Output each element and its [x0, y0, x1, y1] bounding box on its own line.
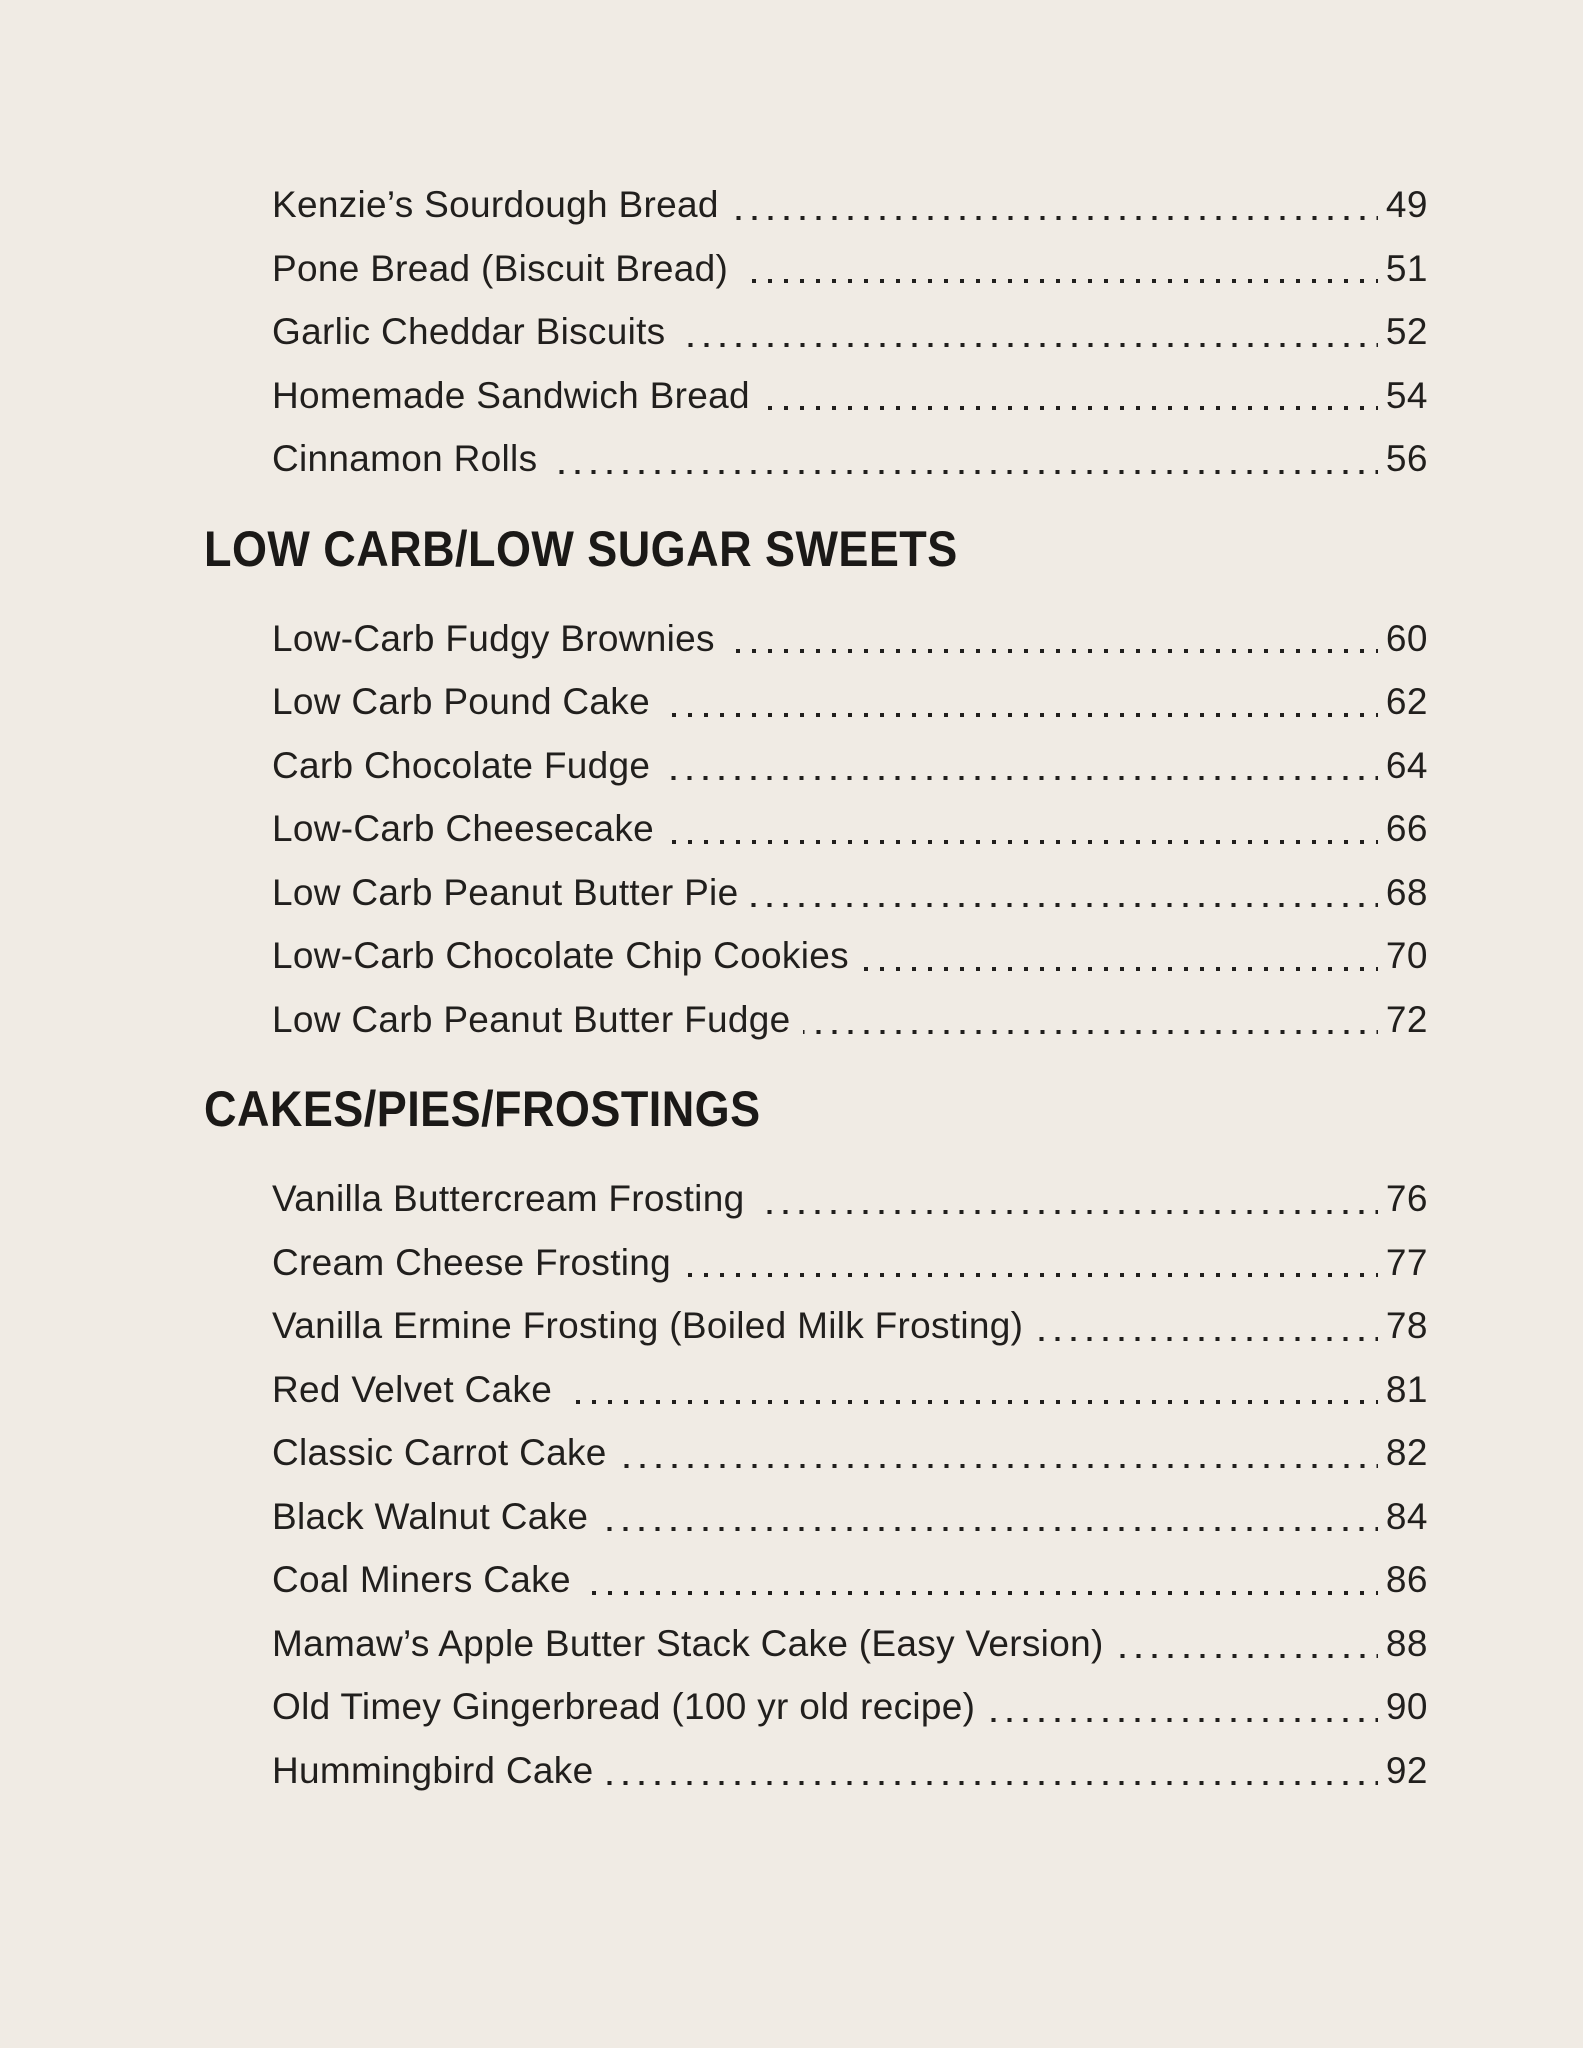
toc-entry	[272, 1231, 1428, 1295]
page-number: 81	[1385, 1368, 1428, 1410]
page-number: 52	[1385, 311, 1428, 352]
page-number: 60	[1385, 617, 1428, 659]
toc-entry	[272, 1548, 1428, 1612]
dot-leader	[727, 649, 1378, 653]
recipe-title: Vanilla Buttercream Frosting	[272, 1178, 745, 1219]
page-number: 82	[1385, 1432, 1428, 1473]
toc-entry	[272, 924, 1428, 988]
page-number: 92	[1385, 1749, 1428, 1791]
table-of-contents	[204, 0, 1428, 1802]
recipe-title: Carb Chocolate Fudge	[272, 744, 651, 786]
recipe-title: Low-Carb Fudgy Brownies	[272, 617, 715, 659]
recipe-title: Red Velvet Cake	[272, 1368, 553, 1410]
recipe-title: Garlic Cheddar Biscuits	[272, 311, 666, 352]
page-number: 56	[1385, 438, 1428, 479]
page-number: 68	[1385, 871, 1428, 913]
recipe-title: Low-Carb Cheesecake	[272, 808, 655, 849]
dot-leader	[666, 840, 1378, 844]
page-number: 72	[1385, 998, 1428, 1040]
recipe-title: Black Walnut Cake	[272, 1495, 589, 1537]
dot-leader	[731, 216, 1378, 220]
page-number: 51	[1385, 247, 1428, 289]
page-number: 78	[1385, 1305, 1428, 1346]
recipe-title: Pone Bread (Biscuit Bread)	[272, 247, 729, 289]
recipe-title: Hummingbird Cake	[272, 1749, 594, 1791]
recipe-title: Low Carb Peanut Butter Fudge	[272, 998, 791, 1040]
recipe-title: Mamaw’s Apple Butter Stack Cake (Easy Version)	[272, 1622, 1104, 1664]
recipe-title: Coal Miners Cake	[272, 1559, 571, 1600]
recipe-title: Old Timey Gingerbread (100 yr old recipe)	[272, 1686, 976, 1727]
section-heading: LOW CARB/LOW SUGAR SWEETS	[204, 520, 958, 577]
page-number: 64	[1385, 744, 1428, 786]
dot-leader	[762, 406, 1378, 410]
dot-leader	[662, 776, 1378, 780]
toc-entry	[272, 797, 1428, 861]
toc-entry	[272, 1739, 1428, 1803]
dot-leader	[750, 903, 1377, 907]
dot-leader	[1035, 1337, 1378, 1341]
dot-leader	[1116, 1654, 1378, 1658]
dot-leader	[756, 1210, 1377, 1214]
page-number: 66	[1385, 808, 1428, 849]
dot-leader	[678, 343, 1378, 347]
toc-entry	[272, 1612, 1428, 1676]
page-number: 62	[1385, 681, 1428, 722]
page-number: 88	[1385, 1622, 1428, 1664]
toc-entry	[272, 1675, 1428, 1739]
dot-leader	[583, 1591, 1378, 1595]
dot-leader	[549, 470, 1377, 474]
toc-entry	[272, 1485, 1428, 1549]
page-number: 84	[1385, 1495, 1428, 1537]
dot-leader	[803, 1030, 1378, 1034]
recipe-title: Cream Cheese Frosting	[272, 1241, 672, 1283]
page-number: 77	[1385, 1241, 1428, 1283]
recipe-title: Low Carb Peanut Butter Pie	[272, 871, 739, 913]
toc-entry	[272, 1167, 1428, 1231]
toc-entry	[272, 300, 1428, 364]
toc-entry	[272, 1421, 1428, 1485]
toc-entry	[272, 734, 1428, 798]
toc-entry	[272, 173, 1428, 237]
recipe-title: Low-Carb Chocolate Chip Cookies	[272, 935, 849, 976]
dot-leader	[564, 1400, 1378, 1404]
dot-leader	[987, 1718, 1378, 1722]
toc-entry	[272, 1358, 1428, 1422]
dot-leader	[600, 1527, 1378, 1531]
dot-leader	[683, 1273, 1378, 1277]
toc-entry	[272, 427, 1428, 491]
dot-leader	[662, 713, 1378, 717]
dot-leader	[740, 279, 1378, 283]
page-number: 54	[1385, 374, 1428, 416]
toc-entry	[272, 861, 1428, 925]
toc-entry	[272, 237, 1428, 301]
recipe-title: Cinnamon Rolls	[272, 438, 538, 479]
toc-entry	[272, 364, 1428, 428]
toc-entry	[272, 1294, 1428, 1358]
page-number: 90	[1385, 1686, 1428, 1727]
page-number: 70	[1385, 935, 1428, 976]
recipe-title: Classic Carrot Cake	[272, 1432, 607, 1473]
toc-entry	[272, 607, 1428, 671]
section-heading: CAKES/PIES/FROSTINGS	[204, 1081, 761, 1137]
page-number: 49	[1385, 184, 1428, 225]
page-number: 86	[1385, 1559, 1428, 1600]
dot-leader	[861, 967, 1378, 971]
recipe-title: Vanilla Ermine Frosting (Boiled Milk Frosting)	[272, 1305, 1024, 1346]
recipe-title: Kenzie’s Sourdough Bread	[272, 184, 719, 225]
dot-leader	[605, 1781, 1377, 1785]
dot-leader	[619, 1464, 1378, 1468]
recipe-title: Low Carb Pound Cake	[272, 681, 650, 722]
page-number: 76	[1385, 1178, 1428, 1219]
recipe-title: Homemade Sandwich Bread	[272, 374, 750, 416]
toc-entry	[272, 670, 1428, 734]
toc-entry	[272, 988, 1428, 1052]
